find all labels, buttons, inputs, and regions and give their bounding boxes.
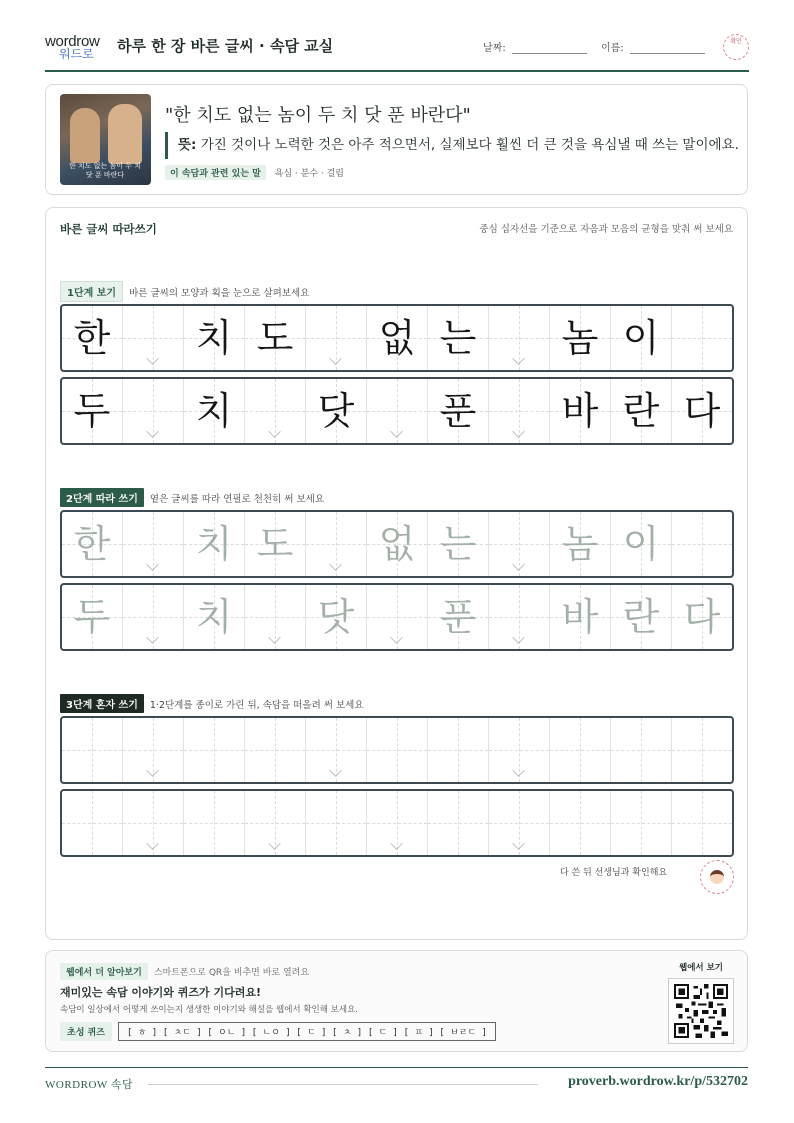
grid-character: 푼 [439,389,477,433]
grid-cell[interactable] [62,585,123,649]
grid-cell[interactable] [672,585,732,649]
grid-cell[interactable] [245,718,306,782]
qr-code-icon [674,984,728,1038]
grid-cell [245,379,306,443]
grid-cell[interactable] [245,585,306,649]
web-headline: 재미있는 속담 이야기와 퀴즈가 기다려요! [60,986,261,999]
grid-cell[interactable] [367,512,428,576]
grid-cell [123,306,184,370]
grid-cell [184,379,245,443]
grid-cell[interactable] [489,718,550,782]
guide-line-vertical [336,791,337,855]
guide-line-vertical [397,718,398,782]
name-line [630,44,705,54]
grid-cell[interactable] [62,718,123,782]
space-mark-icon [512,631,524,643]
grid-cell [62,379,123,443]
space-mark-icon [146,837,158,849]
grid-cell [550,379,611,443]
step2-row-2[interactable] [60,583,734,651]
name-label: 이름: [601,43,624,54]
grid-cell[interactable] [611,512,672,576]
guide-line-vertical [275,718,276,782]
grid-cell[interactable] [367,585,428,649]
grid-cell[interactable] [123,791,184,855]
name-field[interactable] [601,39,705,54]
space-mark-icon [268,837,280,849]
grid-cell[interactable] [672,718,732,782]
grid-cell [306,379,367,443]
space-mark-icon [268,425,280,437]
grid-cell [672,379,732,443]
grid-cell[interactable] [306,718,367,782]
space-mark-icon [512,425,524,437]
grid-character: 없 [378,522,416,566]
grid-cell[interactable] [184,791,245,855]
proverb-card [45,84,748,195]
grid-cell[interactable] [672,791,732,855]
guide-line-vertical [702,718,703,782]
grid-character: 란 [622,389,660,433]
step1-row-1 [60,304,734,372]
grid-cell [489,306,550,370]
grid-cell [672,306,732,370]
web-badge-note: 스마트폰으로 QR을 비추면 바로 열려요 [153,968,310,978]
guide-line-vertical [641,718,642,782]
grid-cell[interactable] [184,718,245,782]
guide-line-vertical [458,718,459,782]
grid-character: 는 [439,316,477,360]
page-title: 하루 한 장 바른 글씨 · 속담 교실 [117,37,334,55]
grid-cell[interactable] [611,718,672,782]
guide-line-vertical [458,791,459,855]
grid-cell[interactable] [489,791,550,855]
space-mark-icon [390,837,402,849]
space-mark-icon [390,425,402,437]
step1-label [60,281,309,302]
illustration-caption: 한 치도 없는 놈이 두 치 닷 푼 바란다 [69,162,141,179]
grid-character: 치 [195,595,233,639]
space-mark-icon [329,558,341,570]
grid-cell[interactable] [550,791,611,855]
guide-line-vertical [580,718,581,782]
step1-badge: 1단계 보기 [60,281,123,302]
grid-character: 다 [683,595,721,639]
grid-cell[interactable] [611,791,672,855]
guide-line-vertical [641,791,642,855]
grid-cell [550,306,611,370]
space-mark-icon [512,837,524,849]
page-footer [45,1067,748,1097]
grid-character: 두 [73,389,111,433]
teacher-check-text: 다 쓴 뒤 선생님과 확인해요 [560,868,668,878]
related-words [165,165,344,180]
grid-character: 란 [622,595,660,639]
grid-cell[interactable] [367,791,428,855]
space-mark-icon [329,764,341,776]
guide-line-vertical [702,306,703,370]
teacher-stamp-icon [700,860,734,894]
grid-cell [428,306,489,370]
grid-cell [611,306,672,370]
grid-character: 닷 [317,595,355,639]
practice-note: 중심 십자선을 기준으로 자음과 모음의 균형을 맞춰 써 보세요 [479,224,733,235]
proverb-meaning [165,132,739,159]
logo-wordmark: wordrow [45,33,100,50]
confirm-stamp-icon [723,34,749,60]
space-mark-icon [146,425,158,437]
space-mark-icon [146,352,158,364]
date-label: 날짜: [483,43,506,54]
grid-cell[interactable] [245,512,306,576]
web-badge: 웹에서 더 알아보기 [60,963,148,980]
grid-cell[interactable] [62,512,123,576]
quiz-label: 초성 퀴즈 [60,1022,112,1041]
step3-row-2[interactable] [60,789,734,857]
grid-character: 이 [622,316,660,360]
step2-desc: 옅은 글씨를 따라 연필로 천천히 써 보세요 [149,494,325,505]
grid-character: 다 [683,389,721,433]
grid-cell [306,306,367,370]
guide-line-vertical [92,718,93,782]
step2-row-1[interactable] [60,510,734,578]
grid-cell[interactable] [184,585,245,649]
web-tag [60,963,309,980]
grid-cell[interactable] [123,512,184,576]
grid-cell[interactable] [123,718,184,782]
grid-character: 치 [195,389,233,433]
grid-cell[interactable] [123,585,184,649]
space-mark-icon [146,558,158,570]
step3-row-1[interactable] [60,716,734,784]
step3-label [60,694,364,713]
grid-cell[interactable] [672,512,732,576]
guide-line-vertical [214,791,215,855]
space-mark-icon [512,764,524,776]
related-tag: 이 속담과 관련 있는 말 [165,165,266,180]
guide-line-vertical [580,791,581,855]
grid-cell[interactable] [184,512,245,576]
grid-character: 놈 [561,522,599,566]
space-mark-icon [146,764,158,776]
grid-cell[interactable] [306,585,367,649]
grid-character: 한 [73,316,111,360]
grid-cell [367,379,428,443]
grid-character: 없 [378,316,416,360]
proverb-quote: "한 치도 없는 놈이 두 치 닷 푼 바란다" [165,105,471,126]
grid-cell [62,306,123,370]
meaning-text: 가진 것이나 노력한 것은 아주 적으면서, 실제보다 훨씬 더 큰 것을 욕심낼 때 쓰는 말이에요. [200,137,739,153]
grid-character: 두 [73,595,111,639]
grid-cell[interactable] [550,718,611,782]
grid-character: 치 [195,316,233,360]
grid-cell[interactable] [306,512,367,576]
web-info-box [45,950,748,1052]
grid-cell[interactable] [428,512,489,576]
grid-cell[interactable] [428,791,489,855]
grid-cell[interactable] [428,718,489,782]
stamp-face-icon [710,870,724,884]
grid-character: 바 [561,595,599,639]
grid-cell [184,306,245,370]
footer-divider [148,1084,538,1085]
related-list: 욕심 · 분수 · 걸림 [274,169,344,179]
step1-row-2 [60,377,734,445]
grid-character: 푼 [439,595,477,639]
meaning-label: 뜻: [178,137,197,153]
date-field[interactable] [483,39,587,54]
step3-badge: 3단계 혼자 쓰기 [60,694,144,713]
step2-label [60,488,324,507]
footer-url-link[interactable]: proverb.wordrow.kr/p/532702 [568,1074,748,1089]
guide-line-vertical [92,791,93,855]
grid-cell [489,379,550,443]
grid-character: 바 [561,389,599,433]
grid-cell[interactable] [245,791,306,855]
qr-label: 웹에서 보기 [679,963,724,973]
grid-cell [245,306,306,370]
space-mark-icon [512,558,524,570]
illustration-figure-left [70,108,100,163]
proverb-illustration [60,94,151,185]
grid-character: 닷 [317,389,355,433]
grid-cell [123,379,184,443]
guide-line-vertical [214,718,215,782]
footer-brand: WORDROW 속담 [45,1079,134,1091]
grid-cell[interactable] [489,585,550,649]
space-mark-icon [512,352,524,364]
grid-character: 는 [439,522,477,566]
grid-cell[interactable] [367,718,428,782]
step3-desc: 1·2단계를 종이로 가린 뒤, 속담을 떠올려 써 보세요 [149,700,364,711]
practice-title: 바른 글씨 따라쓰기 [60,222,157,236]
grid-cell[interactable] [550,512,611,576]
space-mark-icon [329,352,341,364]
space-mark-icon [390,631,402,643]
web-description: 속담이 일상에서 어떻게 쓰이는지 생생한 이야기와 해설을 웹에서 확인해 보세요. [60,1005,358,1015]
space-mark-icon [146,631,158,643]
illustration-figure-right [108,104,142,164]
grid-character: 놈 [561,316,599,360]
qr-code[interactable] [668,978,734,1044]
grid-cell [428,379,489,443]
grid-cell[interactable] [550,585,611,649]
logo-korean-mark: 워드로 [59,47,94,61]
guide-line-vertical [702,791,703,855]
page-header [45,30,749,72]
grid-cell[interactable] [306,791,367,855]
grid-character: 이 [622,522,660,566]
guide-line-vertical [702,512,703,576]
space-mark-icon [268,631,280,643]
quiz-box: [ ㅎ ] [ ㅊㄷ ] [ ㅇㄴ ] [ ㄴㅇ ] [ ㄷ ] [ ㅊ ] [ ㄷ ] [ ㅍ ] [ ㅂㄹㄷ ] [118,1022,496,1041]
grid-character: 치 [195,522,233,566]
step2-badge: 2단계 따라 쓰기 [60,488,144,507]
chosung-quiz [60,1022,496,1041]
stamp-text: 확인 [730,38,742,45]
date-line [512,44,587,54]
step1-desc: 바른 글씨의 모양과 획을 눈으로 살펴보세요 [129,288,310,299]
grid-cell [611,379,672,443]
grid-character: 도 [256,522,294,566]
grid-cell[interactable] [611,585,672,649]
grid-character: 도 [256,316,294,360]
grid-cell [367,306,428,370]
grid-cell[interactable] [62,791,123,855]
grid-cell[interactable] [428,585,489,649]
grid-character: 한 [73,522,111,566]
wordrow-logo[interactable] [45,34,109,64]
grid-cell[interactable] [489,512,550,576]
